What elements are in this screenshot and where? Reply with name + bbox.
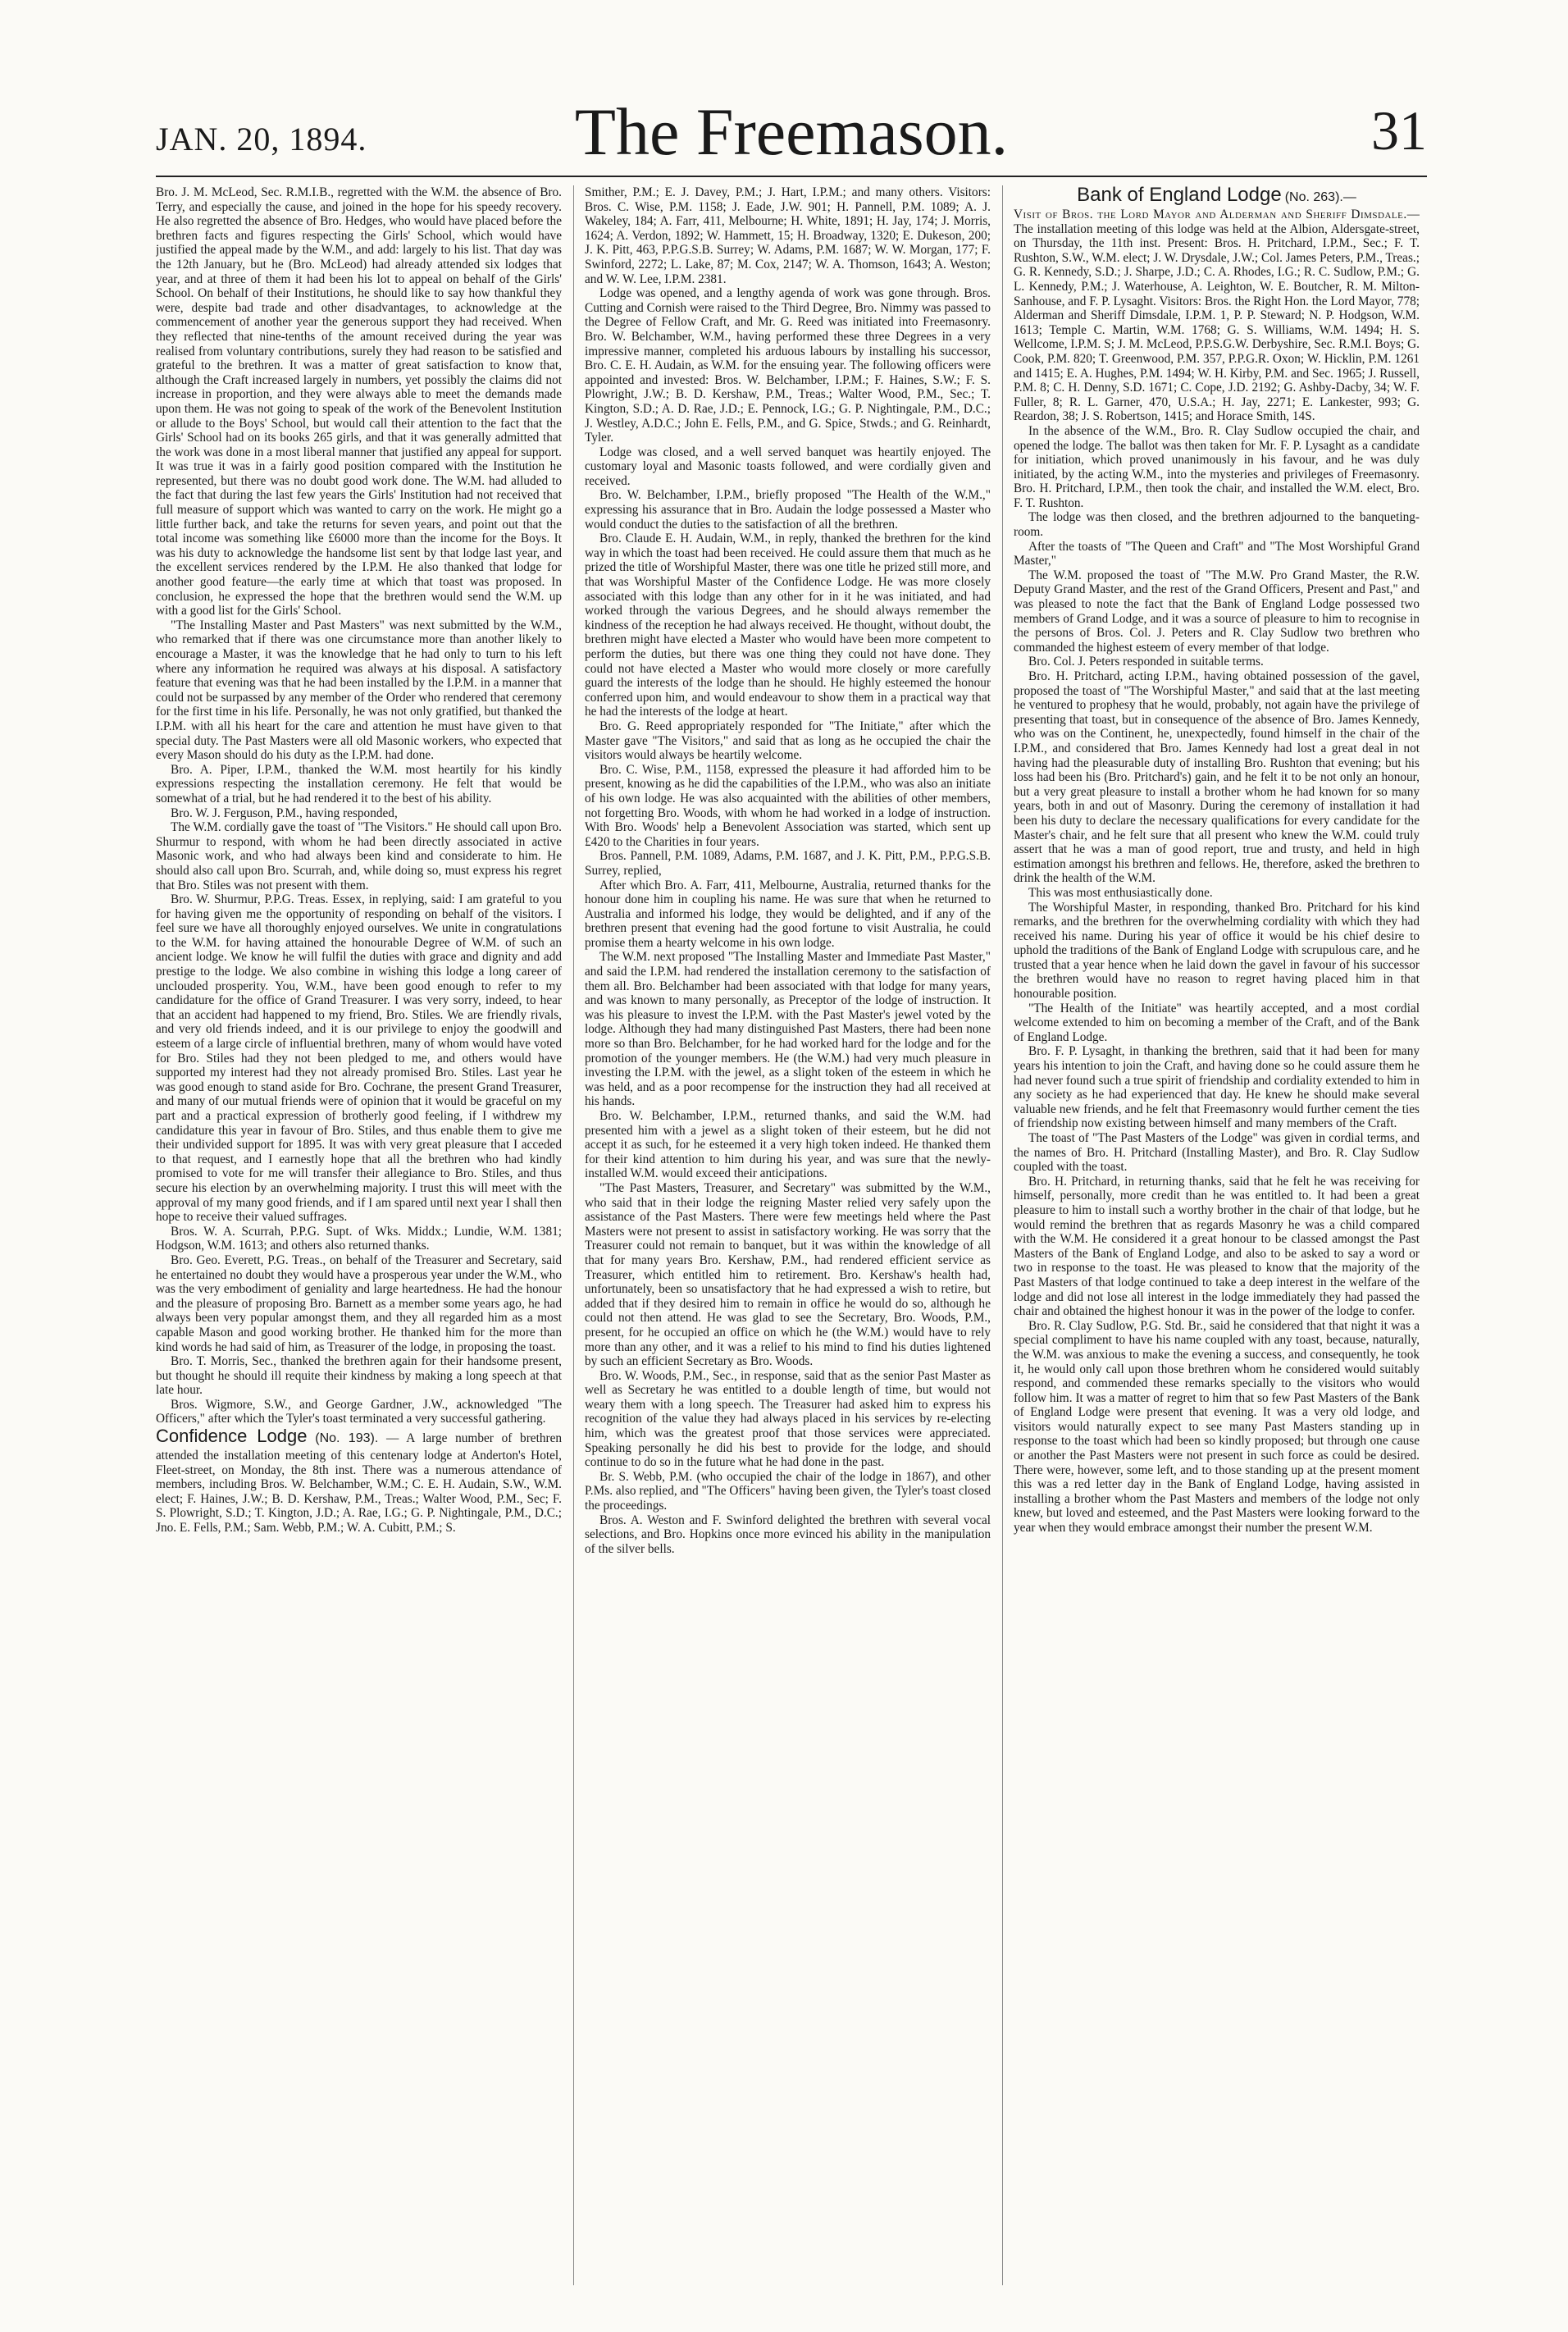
- paragraph: The toast of "The Past Masters of the Lodge" was given in cordial terms, and the names of Bro. H. Pritchard (Installing Master), and Bro. R. Clay Sudlow coupled with the toast.: [1014, 1131, 1420, 1175]
- paragraph: Bros. A. Weston and F. Swinford delighted the brethren with several vocal selections, and Bro. Hopkins once more evinced his ability in the manipulation of the silver bells.: [585, 1513, 991, 1556]
- paragraph: Bro. Claude E. H. Audain, W.M., in reply, thanked the brethren for the kind way in which the toast had been received. He could assure them that much as he prized the title of Worshipful Master, there was one title he prized still more, and that was Worshipful Master of the Confidence Lodge. He was more closely associated with this lodge than any other for in it he was initiated, and had worked through the various Degrees, and he should always remember the kindness of the reception he had always received. He thought, without doubt, the brethren might have elected a Master who would have been more competent to perform the duties, but there was one thing they could not have done. They could not have elected a Master who would more closely or more carefully guard the interests of the lodge than he should. He highly esteemed the honour conferred upon him, and would endeavour to show them in a practical way that he had the interests of the lodge at heart.: [585, 532, 991, 719]
- paragraph: This was most enthusiastically done.: [1028, 885, 1213, 900]
- paragraph: Bro. W. Shurmur, P.P.G. Treas. Essex, in replying, said: I am grateful to you for having given me the opportunity of responding on behalf of the visitors. I feel sure we have all thoroughly enjoyed ourselves. We unite in congratulations to the W.M. for having attained the honourable Degree of W.M. of such an ancient lodge. We know he will fulfil the duties with grace and dignity and add prestige to the lodge. We also combine in wishing this lodge a long career of unclouded prosperity. You, W.M., have been good enough to refer to my candidature for the office of Grand Treasurer. I was very sorry, indeed, to hear that an accident had happened to my friend, Bro. Stiles. We are friendly rivals, and very old friends indeed, and it is our privilege to enjoy the goodwill and esteem of a large circle of influential brethren, many of whom would have voted for Bro. Stiles had they not been pledged to me, and others would have supported my interest had they not already promised Bro. Stiles. Last year he was good enough to stand aside for Bro. Cochrane, the present Grand Treasurer, and many of our mutual friends were of opinion that it would be graceful on my part and a practical expression of brotherly good feeling, if I withdrew my candidature this year in favour of Bro. Stiles, and thus enable them to give me their undivided support for 1895. It was with very great pleasure that I acceded to that request, and I earnestly hope that all the brethren who had kindly promised to vote for me will transfer their allegiance to Bro. Stiles, and thus secure his election by an overwhelming majority. I trust this will meet with the approval of my many good friends, and if I am spared until next year I shall then hope to receive their valued suffrages.: [156, 892, 562, 1225]
- paragraph: "The Past Masters, Treasurer, and Secretary" was submitted by the W.M., who said that in their lodge the reigning Master relied very safely upon the assistance of the Past Masters. There were few meetings held where the Past Masters were not present to assist in satisfactory working. He was sorry that the Treasurer could not remain to banquet, but it was within the knowledge of all that for many years Bro. Kershaw, P.M., had rendered efficient service as Treasurer, which entitled him to retirement. Bro. Kershaw's health had, unfortunately, been so unsatisfactory that he had expressed a wish to retire, but added that if they desired him to remain in office he would do so, although he could not then attend. He was glad to see the Secretary, Bro. Woods, P.M., present, for he occupied an office on which he (the W.M.) would have to rely more than any other, and it was a relief to his mind to find his duties lightened by such an efficient Secretary as Bro. Woods.: [585, 1180, 991, 1369]
- paragraph: Bro. A. Piper, I.P.M., thanked the W.M. most heartily for his kindly expressions respecting the installation ceremony. He felt that would be somewhat of a trial, but he had rendered it to the best of his ability.: [156, 762, 562, 805]
- paragraph: Lodge was opened, and a lengthy agenda of work was gone through. Bros. Cutting and Cornish were raised to the Third Degree, Bro. Nimmy was passed to the Degree of Fellow Craft, and Mr. G. Reed was initiated into Freemasonry. Bro. W. Belchamber, W.M., having performed these three Degrees in a very impressive manner, completed his arduous labours by installing his successor, Bro. C. E. H. Audain, as W.M. for the ensuing year. The following officers were appointed and invested: Bros. W. Belchamber, I.P.M.; F. Haines, S.W.; F. S. Plowright, J.W.; B. D. Kershaw, P.M., Treas.; Walter Wood, P.M., Sec.; T. Kington, S.D.; A. D. Rae, J.D.; E. Pennock, I.G.; G. P. Nightingale, P.M., D.C.; J. Westley, A.D.C.; John E. Fells, P.M., and G. Spice, Stwds.; and G. Reinhardt, Tyler.: [585, 286, 991, 445]
- newspaper-title: The Freemason.: [574, 94, 1009, 169]
- paragraph: Bro. W. Belchamber, I.P.M., returned thanks, and said the W.M. had presented him with a jewel as a slight token of their esteem, but he did not accept it as such, for he esteemed it a very high token indeed. He thanked them for their kind attention to him during his year, and was sure that the newly-installed W.M. would exceed their anticipations.: [585, 1109, 991, 1181]
- paragraph: "The Installing Master and Past Masters" was next submitted by the W.M., who remarked that if there was one circumstance more than another likely to encourage a Master, it was the knowledge that he had only to turn to his left where any information he required was always at his disposal. A satisfactory feature that evening was that he had been installed by the I.P.M. in a manner that could not be surpassed by any member of the Order who rendered that ceremony for the first time in his life. Personally, he was not only gratified, but thanked the I.P.M. with all his heart for the care and attention he must have given to that special duty. The Past Masters were all old Masonic workers, who expected that every Mason should do his duty as the I.P.M. had done.: [156, 618, 562, 763]
- paragraph: After the toasts of "The Queen and Craft" and "The Most Worshipful Grand Master,": [1014, 539, 1420, 568]
- paragraph: Bro. W. Woods, P.M., Sec., in response, said that as the senior Past Master as well as Secretary he was entitled to a double length of time, but would not weary them with a long speech. The Treasurer had asked him to express his recognition of the value they had always placed in his services by re-electing him, which was the greatest proof that those services were appreciated. Speaking personally he did his best to provide for the lodge, and should continue to do so in the future what he had done in the past.: [585, 1368, 991, 1470]
- masthead: [156, 90, 1427, 189]
- column-divider-1: [573, 185, 574, 2285]
- paragraph: After which Bro. A. Farr, 411, Melbourne, Australia, returned thanks for the honour done him in coupling his name. He was sure that when he returned to Australia and informed his lodge, they would be delighted, and if any of the brethren present that evening had the good fortune to visit Australia, he could promise them a hearty welcome in his own lodge.: [585, 878, 991, 950]
- paragraph: Bro. C. Wise, P.M., 1158, expressed the pleasure it had afforded him to be present, knowing as he did the capabilities of the I.P.M., who was also an initiate of his own lodge. He was also acquainted with the abilities of other members, not forgetting Bro. Woods, with whom he had worked in a lodge of instruction. With Bro. Woods' help a Benevolent Association was started, which sent up £420 to the Charities in four years.: [585, 762, 991, 849]
- paragraph: "The Health of the Initiate" was heartily accepted, and a most cordial welcome extended to him on becoming a member of the Craft, and of the Bank of England Lodge.: [1014, 1001, 1420, 1044]
- paragraph: Bros. Wigmore, S.W., and George Gardner, J.W., acknowledged "The Officers," after which the Tyler's toast terminated a very successful gathering.: [156, 1397, 562, 1426]
- paragraph: Lodge was closed, and a well served banquet was heartily enjoyed. The customary loyal and Masonic toasts followed, and were cordially given and received.: [585, 445, 991, 488]
- paragraph: Bro. H. Pritchard, acting I.P.M., having obtained possession of the gavel, proposed the toast of "The Worshipful Master," and said that at the last meeting he ventured to prophesy that he would, probably, not again have the privilege of presenting that toast, but in consequence of the absence of Bro. James Kennedy, who was on the Continent, he, unexpectedly, found himself in the chair of the I.P.M., and considered that Bro. James Kennedy had lost a great deal in not having had the pleasurable duty of installing Bro. Rushton that evening; but his loss had been his (Bro. Pritchard's) gain, and he felt it to be not only an honour, but a very great pleasure to install a brother whom he had known for so many years, both in and out of Masonry. During the ceremony of installation it had been his duty to declare the necessary qualifications for every candidate for the Master's chair, and he felt sure that all present who knew the W.M. could truly assert that he was a man of good report, true and trusty, and held in high estimation amongst his brethren and fellows. He, therefore, asked the brethren to drink the health of the W.M.: [1014, 669, 1420, 886]
- paragraph: Bro. W. Belchamber, I.P.M., briefly proposed "The Health of the W.M.," expressing his assurance that in Bro. Audain the lodge possessed a Master who would conduct the duties to the satisfaction of all the brethren.: [585, 488, 991, 532]
- lodge-number: (No. 193).: [315, 1431, 379, 1446]
- column-2: [585, 185, 991, 2293]
- paragraph: In the absence of the W.M., Bro. R. Clay Sudlow occupied the chair, and opened the lodge. The ballot was then taken for Mr. F. P. Lysaght as a candidate for initiation, which proved unanimously in his favour, and he was duly initiated, by the acting W.M., into the mysteries and privileges of Freemasonry. Bro. H. Pritchard, I.P.M., then took the chair, and installed the W.M. elect, Bro. F. T. Rushton.: [1014, 423, 1420, 510]
- paragraph: Bro. Col. J. Peters responded in suitable terms.: [1028, 655, 1264, 669]
- paragraph: Bro. W. J. Ferguson, P.M., having responded,: [171, 805, 398, 820]
- paragraph: Bro. G. Reed appropriately responded for "The Initiate," after which the Master gave "The Visitors," and said that as long as he occupied the chair the visitors would always be heartily welcome.: [585, 719, 991, 763]
- paragraph: The W.M. next proposed "The Installing Master and Immediate Past Master," and said the I.P.M. had rendered the installation ceremony to the satisfaction of them all. Bro. Belchamber had been associated with that lodge for many years, and was known to many personally, as Preceptor of the lodge of instruction. It was his pleasure to invest the I.P.M. with the Past Master's jewel voted by the lodge. Although they had many distinguished Past Masters, there had been none more so than Bro. Belchamber, for he had worked hard for the lodge and for the promotion of the younger members. He (the W.M.) had very much pleasure in investing the I.P.M. with the jewel, as a slight token of the esteem in which he was held, and as a poor recompense for the instruction they had all received at his hands.: [585, 950, 991, 1109]
- paragraph: The W.M. cordially gave the toast of "The Visitors." He should call upon Bro. Shurmur to respond, with whom he had been directly associated in active Masonic work, and who had always been kind and considerate to him. He should also call upon Bro. Scurrah, and, while doing so, must express his regret that Bro. Stiles was not present with them.: [156, 820, 562, 892]
- column-3: [1014, 185, 1420, 2293]
- lodge-heading: Bank of England Lodge: [1077, 185, 1282, 206]
- column-divider-2: [1002, 185, 1003, 2285]
- paragraph: The W.M. proposed the toast of "The M.W. Pro Grand Master, the R.W. Deputy Grand Master, and the rest of the Grand Officers, Present and Past," and was pleased to note the fact that the Bank of England Lodge possessed two members of Grand Lodge, and it was a source of pleasure to him to recognise in the persons of Bros. Col. J. Peters and R. Clay Sudlow two brethren who commanded the highest esteem of every member of that lodge.: [1014, 568, 1420, 655]
- paragraph: Bro. R. Clay Sudlow, P.G. Std. Br., said he considered that that night it was a special compliment to have his name coupled with any toast, because, naturally, the W.M. was anxious to make the evening a success, and consequently, he took it, he would only call upon those brethren whom he considered would suitably respond, and commended these remarks specially to the visitors who would follow him. It was a matter of regret to him that so few Past Masters of the Bank of England Lodge were present that evening. It was a very old lodge, and visitors would naturally expect to see many Past Masters standing up in response to the toast which had been so kindly proposed; but through one cause or another the Past Masters were not present in such force as could be desired. There were, however, some left, and to those standing up at the present moment this was a red letter day in the Bank of England Lodge, having assisted in installing a brother whom the Past Masters and members of the lodge not only knew, but loved and esteemed, and the Past Masters were looking forward to the year when they would embrace amongst their number the present W.M.: [1014, 1318, 1420, 1536]
- paragraph: Bro. T. Morris, Sec., thanked the brethren again for their handsome present, but thought he should ill requite their kindness by making a long speech at that late hour.: [156, 1354, 562, 1398]
- lodge-heading: Confidence Lodge: [156, 1426, 308, 1447]
- paragraph: Bros. Pannell, P.M. 1089, Adams, P.M. 1687, and J. K. Pitt, P.M., P.P.G.S.B. Surrey, replied,: [585, 849, 991, 878]
- paragraph: Bro. J. M. McLeod, Sec. R.M.I.B., regretted with the W.M. the absence of Bro. Terry, and especially the cause, and joined in the hope for his speedy recovery. He also regretted the absence of Bro. Hedges, who would have placed before the brethren facts and figures respecting the Girls' School, which would have justified the appeal made by the W.M., and add: largely to his list. That day was the 12th January, but he (Bro. McLeod) had already attended six lodges that year, and at three of them it had been his lot to appeal on behalf of the Girls' School. On behalf of their Institutions, he should like to say how thankful they were, despite bad trade and other disadvantages, to acknowledge at the commencement of another year the generous support they had received. When they reflected that nine-tenths of the amount received during the year was realised from voluntary contributions, surely they had reason to be satisfied and grateful to the brethren. It was a matter of great satisfaction to know that, although the Craft increased largely in numbers, yet possibly the claims did not increase in proportion, and they were always able to meet the demands made upon them. He was not going to speak of the work of the Benevolent Institution or allude to the Boys' School, but would call their attention to the fact that the Girls' School had on its books 265 girls, and that it was generally admitted that the work was done in a most liberal manner that justified any appeal for support. It was true it was in a fairly good position compared with the Institution he represented, but there was no doubt good work done. The W.M. had alluded to the fact that during the last few years the Girls' Institution had not received that full measure of support which was wanted to carry on the work. He might go a little further back, and take the returns for seven years, and point out that the total income was something like £6000 more than the income for the Boys. It was his duty to acknowledge the handsome list sent by that lodge last year, and the excellent services rendered by the I.P.M. He also thanked that lodge for another good feature—the early time at which that toast was proposed. In conclusion, he expressed the hope that the brethren would send the W.M. up with a good list for the Girls' School.: [156, 185, 562, 618]
- paragraph: Br. S. Webb, P.M. (who occupied the chair of the lodge in 1867), and other P.Ms. also replied, and "The Officers" having been given, the Tyler's toast closed the proceedings.: [585, 1469, 991, 1513]
- paragraph: Bros. W. A. Scurrah, P.P.G. Supt. of Wks. Middx.; Lundie, W.M. 1381; Hodgson, W.M. 1613; and others also returned thanks.: [156, 1224, 562, 1253]
- paragraph: Bro. F. P. Lysaght, in thanking the brethren, said that it had been for many years his intention to join the Craft, and having done so he could assure them he had never found such a true spirit of friendship and cordiality extended to him in any society as he had experienced that day. He knew he should make several valuable new friends, and he felt that Freemasonry would further cement the ties of friendship now existing between himself and many members of the Craft.: [1014, 1044, 1420, 1131]
- confidence-lodge-report: [156, 1426, 562, 1536]
- page-number: 31: [1371, 99, 1427, 162]
- paragraph: The lodge was then closed, and the brethren adjourned to the banqueting-room.: [1014, 510, 1420, 540]
- paragraph: Smither, P.M.; E. J. Davey, P.M.; J. Hart, I.P.M.; and many others. Visitors: Bros. C. Wise, P.M. 1158; J. Eade, J.W. 901; H. Pannell, P.M. 1089; A. J. Wakeley, 184; A. Farr, 411, Melbourne; H. White, 1891; H. Jay, 174; J. Morris, 1624; A. Verdon, 1892; W. Hammett, 15; H. Broadway, 1320; E. Dukeson, 200; J. K. Pitt, 463, P.P.G.S.B. Surrey; W. Adams, P.M. 1687; W. W. Morgan, 177; F. Swinford, 2272; L. Lake, 87; M. Cox, 2147; W. A. Thomson, 1643; A. Weston; and W. W. Lee, I.P.M. 2381.: [585, 185, 991, 286]
- paragraph: Bro. H. Pritchard, in returning thanks, said that he felt he was receiving for himself, personally, more credit than he was entitled to. It had been a great pleasure to him to install such a worthy brother in the chair of that lodge, but he would remind the brethren that as regards Masonry he was a child compared with the W.M. He considered it a great honour to be classed amongst the Past Masters of the Bank of England Lodge, and also to be asked to say a word or two in response to the toast. He was pleased to know that the majority of the Past Masters of that lodge continued to take a deep interest in the welfare of the lodge and did not lose all interest in the lodge immediately they had passed the chair and obtained the highest honour it was in the power of the lodge to confer.: [1014, 1174, 1420, 1319]
- paragraph: Bro. Geo. Everett, P.G. Treas., on behalf of the Treasurer and Secretary, said he entertained no doubt they would have a prosperous year under the W.M., who was the very embodiment of geniality and large heartedness. He had the honour and the pleasure of proposing Bro. Barnett as a member some years ago, he had always been very popular amongst them, and they all regarded him as a most capable Mason and good working brother. He thanked him for the more than kind words he had said of him, as Treasurer of the lodge, in proposing the toast.: [156, 1253, 562, 1354]
- lodge-number: (No. 263).—: [1284, 190, 1356, 204]
- masthead-rule: [156, 176, 1427, 177]
- paragraph: —The installation meeting of this lodge was held at the Albion, Aldersgate-street, on Thursday, the 11th inst. Present: Bros. H. Pritchard, I.P.M., Sec.; F. T. Rushton, S.W., W.M. elect; J. W. Drysdale, J.W.; Col. James Peters, P.M., Treas.; G. R. Kennedy, S.D.; J. Sharpe, J.D.; C. A. Rhodes, I.G.; R. C. Sudlow, P.M.; G. L. Kennedy, P.M.; J. Waterhouse, A. Leighton, W. E. Boutcher, R. M. Milton-Sanhouse, and F. P. Lysaght. Visitors: Bros. the Right Hon. the Lord Mayor, 778; Alderman and Sheriff Dimsdale, I.P.M. 1, P. P. Steward; N. P. Hodgson, W.M. 1613; Temple C. Martin, W.M. 1768; G. S. Williams, W.M. 1494; H. S. Wellcome, I.P.M. S; J. M. McLeod, P.P.S.G.W. Derbyshire, Sec. R.M.I. Boys; G. Cook, P.M. 820; T. Greenwood, P.M. 357, P.P.G.R. Oxon; W. Hicklin, P.M. 1261 and 1415; E. A. Hughes, P.M. 1494; W. H. Kirby, P.M. and Sec. 1965; J. Russell, P.M. 8; C. H. Denny, S.D. 1671; C. Cope, J.D. 2192; G. Ashby-Dacby, 34; W. F. Fuller, 8; R. L. Garner, 470, U.S.A.; H. Jay, 2271; E. Lankester, 993; G. Reardon, 38; J. S. Robertson, 1415; and Horace Smith, 14S.: [1014, 208, 1420, 424]
- paragraph: The Worshipful Master, in responding, thanked Bro. Pritchard for his kind remarks, and the brethren for the overwhelming cordiality with which they had received his name. During his year of office it would be his chief desire to uphold the traditions of the Bank of England Lodge with scrupulous care, and he trusted that a year hence when he laid down the gavel in favour of his successor the brethren would have no reason to regret having placed him in that honourable position.: [1014, 900, 1420, 1002]
- column-1: [156, 185, 562, 2293]
- issue-date: JAN. 20, 1894.: [156, 121, 367, 157]
- bank-of-england-lodge-heading: [1014, 185, 1420, 208]
- visit-subheading: Visit of Bros. the Lord Mayor and Alderman and Sheriff Dimsdale.: [1014, 208, 1407, 221]
- lodge-report-text: — A large number of brethren attended the installation meeting of this centenary lodge at Anderton's Hotel, Fleet-street, on Monday, the 8th inst. There was a numerous attendance of members, including Bros. W. Belchamber, W.M.; C. E. H. Audain, S.W., W.M. elect; F. Haines, J.W.; B. D. Kershaw, P.M., Treas.; Walter Wood, P.M., Sec; F. S. Plowright, S.D.; T. Kington, J.D.; A. Rae, I.G.; G. P. Nightingale, P.M., D.C.; Jno. E. Fells, P.M.; Sam. Webb, P.M.; W. A. Cubitt, P.M.; S.: [156, 1431, 562, 1536]
